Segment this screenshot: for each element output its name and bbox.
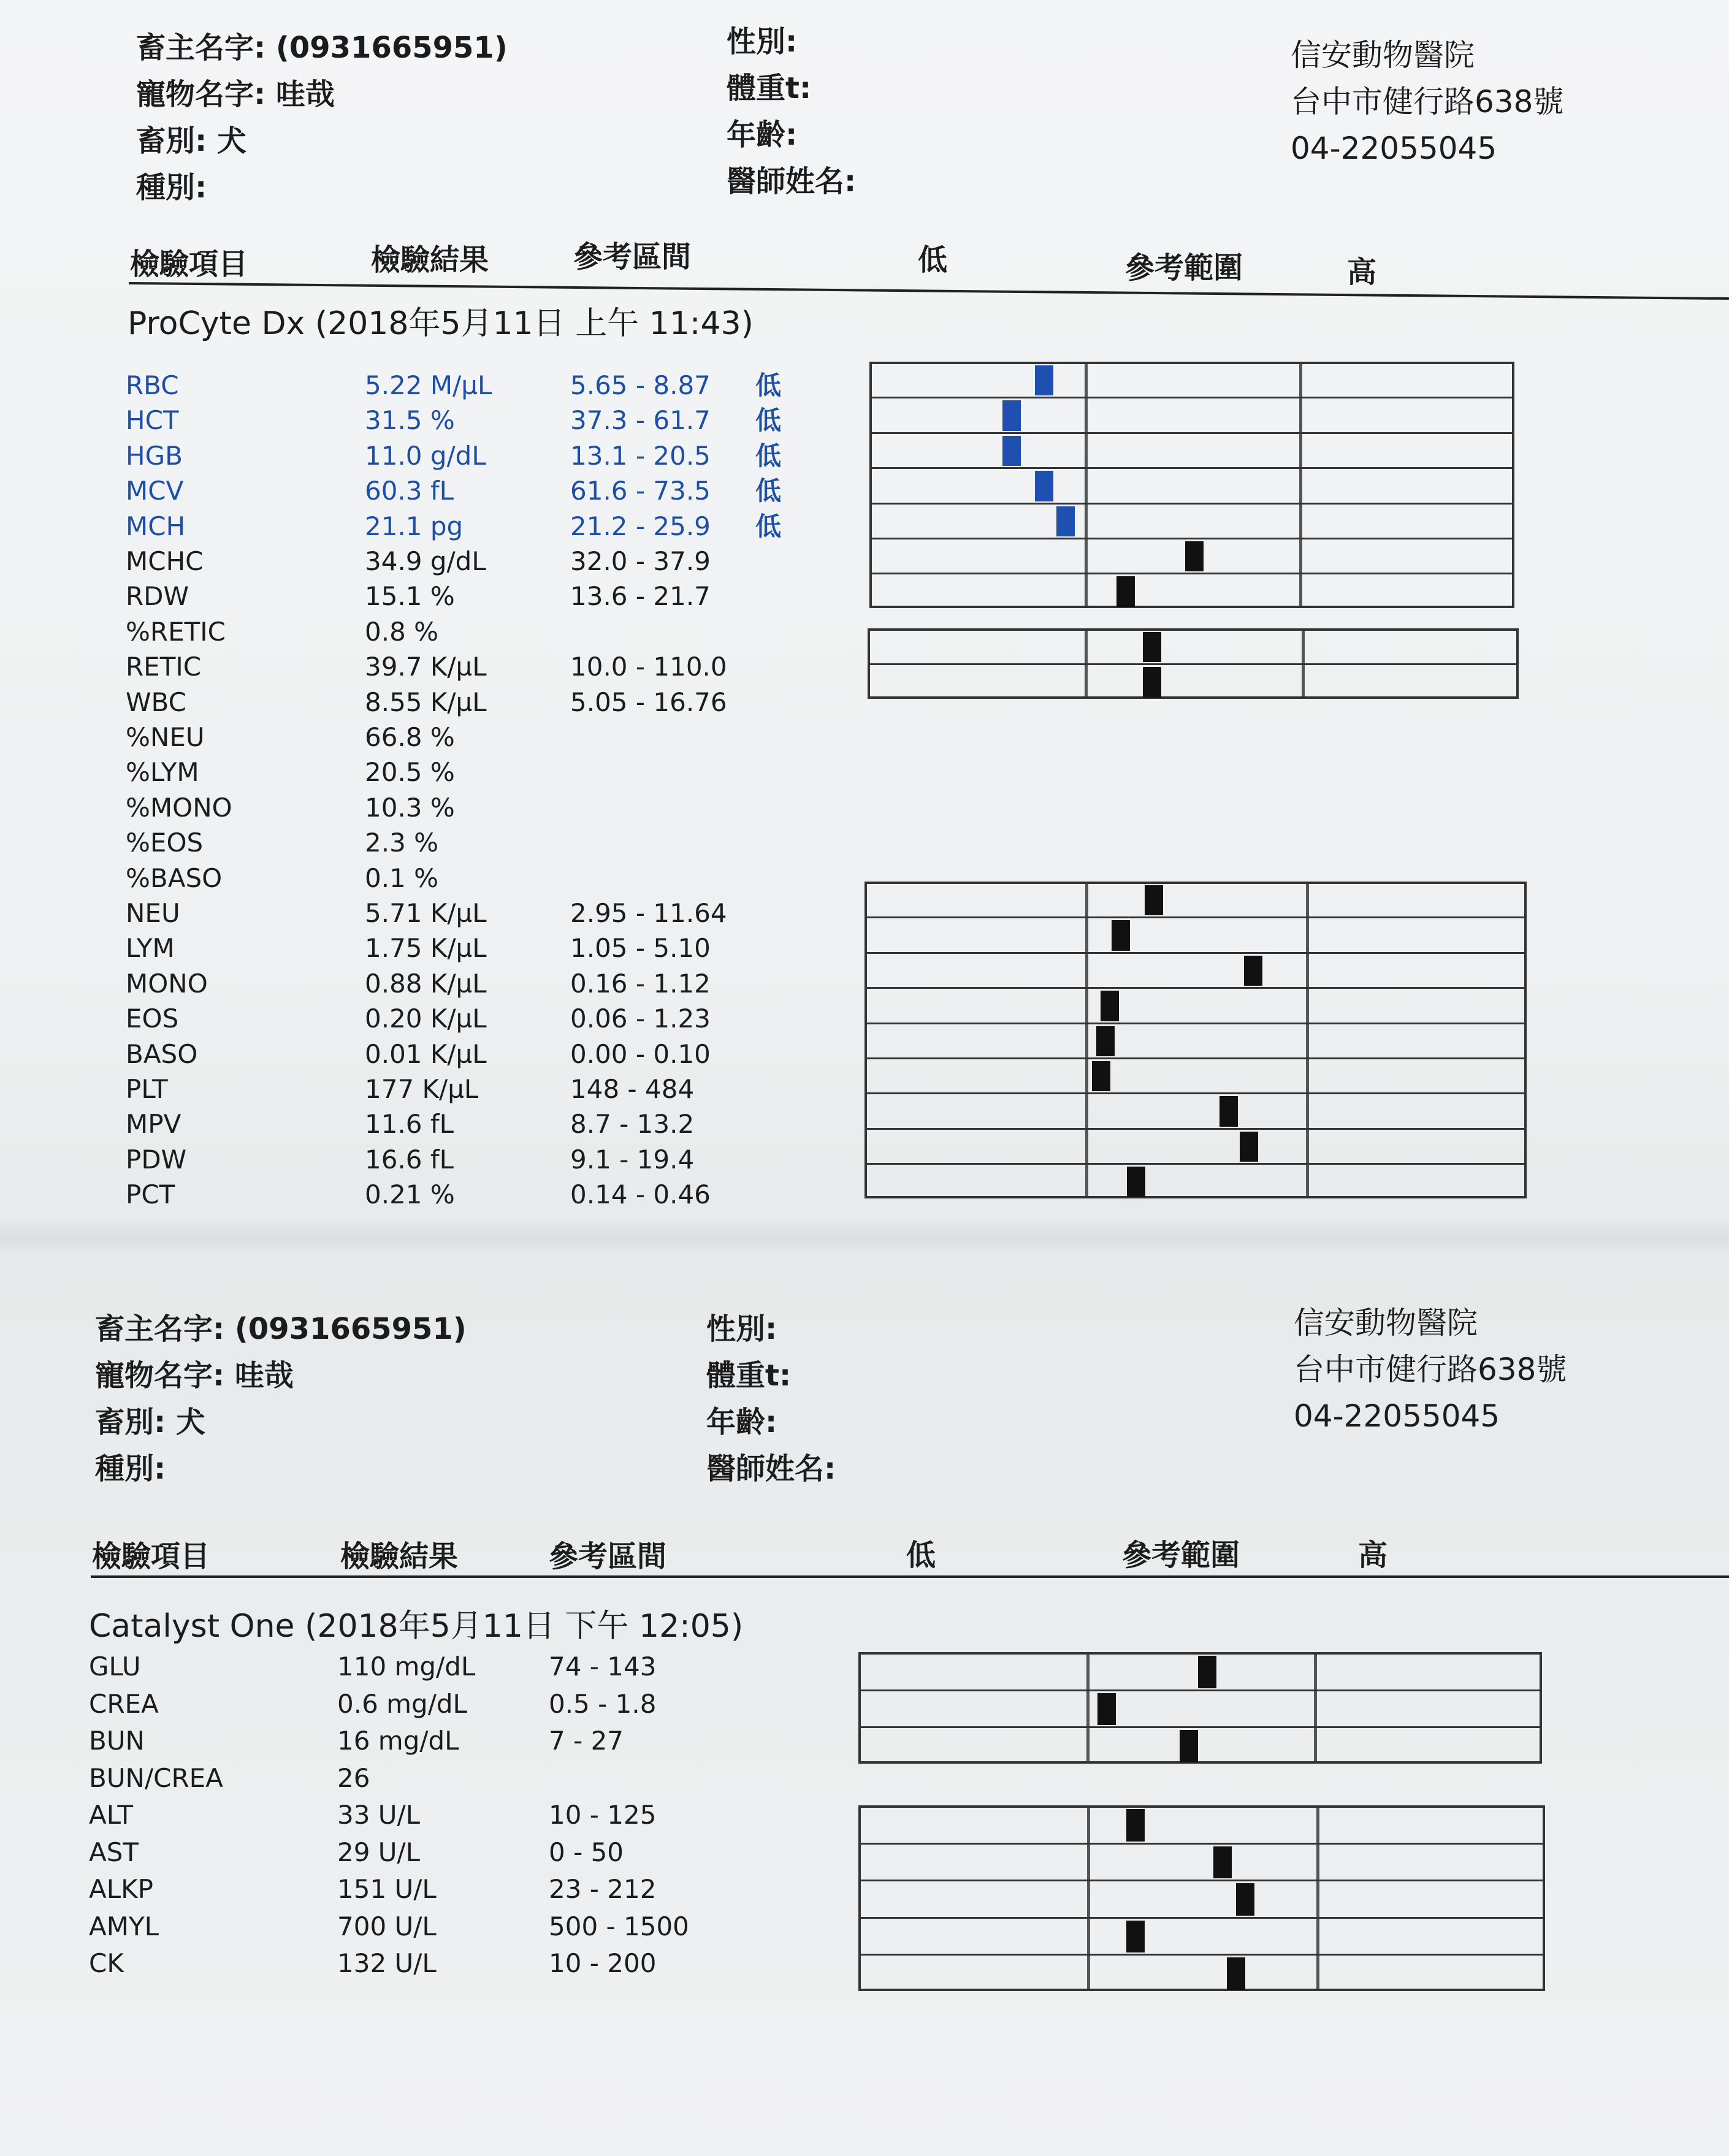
table-row — [0, 1649, 858, 1685]
breed-line: 種別: — [95, 1452, 166, 1486]
test-range: 0.06 - 1.23 — [570, 1004, 711, 1034]
test-flag: 低 — [755, 370, 782, 400]
test-result: 16 mg/dL — [337, 1726, 459, 1756]
test-result: 10.3 % — [365, 792, 455, 823]
gauge-row-line — [867, 1163, 1524, 1165]
test-name: CK — [89, 1948, 124, 1978]
test-name: %LYM — [126, 757, 199, 788]
clinic-address: 台中市健行路638號 — [1291, 84, 1564, 120]
test-result: 39.7 K/µL — [365, 652, 487, 682]
gauge-row-line — [872, 397, 1512, 398]
patient-details — [706, 1306, 836, 1492]
col-result-header: 檢驗結果 — [340, 1539, 459, 1574]
test-range: 7 - 27 — [549, 1726, 624, 1756]
test-name: PLT — [126, 1074, 168, 1104]
test-flag: 低 — [755, 511, 782, 541]
test-name: CREA — [89, 1688, 159, 1719]
test-result: 2.3 % — [365, 828, 439, 858]
test-result: 8.55 K/µL — [365, 687, 487, 717]
result-marker-retic — [1143, 632, 1161, 662]
test-result: 177 K/µL — [365, 1074, 479, 1104]
result-marker-alt — [1126, 1809, 1145, 1842]
table-row — [0, 825, 858, 861]
result-marker-mpv — [1219, 1096, 1238, 1126]
result-marker-amyl — [1126, 1921, 1145, 1953]
clinic-info — [1294, 1300, 1567, 1439]
test-name: PCT — [126, 1179, 175, 1210]
reference-limit-line — [1306, 884, 1309, 1196]
test-name: GLU — [89, 1651, 141, 1682]
result-marker-wbc — [1143, 667, 1161, 697]
test-result: 26 — [337, 1762, 370, 1793]
result-marker-mono — [1244, 956, 1262, 986]
table-row — [0, 1835, 858, 1870]
test-name: LYM — [126, 933, 175, 964]
table-row — [0, 720, 858, 755]
test-result: 132 U/L — [337, 1948, 437, 1978]
test-range: 21.2 - 25.9 — [570, 511, 711, 541]
result-marker-baso — [1096, 1026, 1115, 1056]
test-name: RBC — [126, 370, 179, 400]
test-range: 8.7 - 13.2 — [570, 1109, 695, 1140]
table-row — [0, 790, 858, 826]
reference-gauge-box — [858, 1652, 1542, 1764]
test-name: EOS — [126, 1004, 179, 1034]
test-result: 0.6 mg/dL — [337, 1688, 467, 1719]
header-rule — [91, 1575, 1729, 1578]
test-result: 34.9 g/dL — [365, 546, 486, 576]
test-name: %MONO — [126, 792, 232, 823]
table-row — [0, 368, 858, 403]
table-row — [0, 544, 858, 579]
gauge-row-line — [872, 432, 1512, 434]
reference-limit-line — [1087, 1808, 1090, 1989]
table-row — [0, 931, 858, 966]
test-name: RDW — [126, 581, 189, 612]
result-marker-glu — [1198, 1656, 1216, 1688]
reference-gauge-box — [858, 1805, 1545, 1991]
age-label: 年齡: — [727, 118, 798, 152]
result-marker-hgb — [1002, 436, 1021, 466]
gauge-row-line — [861, 1726, 1540, 1728]
table-row — [0, 614, 858, 650]
test-range: 0.5 - 1.8 — [549, 1688, 657, 1719]
test-flag: 低 — [755, 476, 782, 506]
test-range: 0 - 50 — [549, 1837, 624, 1867]
clinic-name: 信安動物醫院 — [1291, 37, 1475, 73]
test-range: 1.05 - 5.10 — [570, 933, 711, 964]
result-marker-bun — [1180, 1730, 1198, 1762]
test-flag: 低 — [755, 405, 782, 436]
test-name: %RETIC — [126, 616, 226, 647]
table-row — [0, 473, 858, 509]
table-row — [0, 579, 858, 614]
test-range: 0.00 - 0.10 — [570, 1038, 711, 1069]
result-marker-ast — [1213, 1846, 1232, 1879]
clinic-name: 信安動物醫院 — [1294, 1305, 1478, 1341]
test-name: PDW — [126, 1144, 187, 1175]
clinic-phone: 04-22055045 — [1294, 1398, 1500, 1434]
test-result: 1.75 K/µL — [365, 933, 487, 964]
table-row — [0, 1761, 858, 1796]
test-result: 110 mg/dL — [337, 1651, 476, 1682]
table-row — [0, 509, 858, 544]
gauge-row-line — [867, 916, 1524, 918]
owner-line: 畜主名字: (0931665951) — [136, 31, 508, 65]
test-name: WBC — [126, 687, 186, 717]
result-marker-mcv — [1035, 471, 1053, 501]
table-row — [0, 896, 858, 931]
result-marker-lym — [1112, 920, 1130, 950]
table-row — [0, 755, 858, 790]
instrument-title: ProCyte Dx (2018年5月11日 上午 11:43) — [128, 305, 754, 342]
result-marker-plt — [1092, 1061, 1110, 1091]
clinic-address: 台中市健行路638號 — [1294, 1352, 1567, 1387]
result-marker-mch — [1056, 506, 1075, 536]
test-result: 16.6 fL — [365, 1144, 454, 1175]
gauge-row-line — [867, 987, 1524, 989]
col-refchart-header: 參考範圍 — [1125, 251, 1243, 285]
test-result: 66.8 % — [365, 722, 455, 752]
test-name: AMYL — [89, 1911, 159, 1941]
patient-info — [95, 1306, 467, 1492]
test-range: 500 - 1500 — [549, 1911, 689, 1941]
gauge-row-line — [867, 1128, 1524, 1130]
result-marker-alkp — [1236, 1883, 1254, 1916]
pet-line: 寵物名字: 哇哉 — [95, 1358, 294, 1393]
weight-label: 體重t: — [706, 1358, 792, 1393]
test-result: 29 U/L — [337, 1837, 421, 1867]
test-name: %NEU — [126, 722, 205, 752]
test-range: 148 - 484 — [570, 1074, 695, 1104]
test-result: 15.1 % — [365, 581, 455, 612]
test-range: 5.05 - 16.76 — [570, 687, 727, 717]
test-name: MCHC — [126, 546, 204, 576]
reference-limit-line — [1299, 364, 1302, 606]
pet-line: 寵物名字: 哇哉 — [136, 77, 335, 112]
test-result: 31.5 % — [365, 405, 455, 436]
gauge-row-line — [867, 1057, 1524, 1059]
col-range-header: 參考區間 — [549, 1539, 667, 1574]
col-low-header: 低 — [918, 243, 948, 277]
test-range: 37.3 - 61.7 — [570, 405, 711, 436]
table-row — [0, 403, 858, 438]
result-marker-crea — [1097, 1693, 1116, 1726]
col-item-header: 檢驗項目 — [130, 247, 248, 281]
reference-limit-line — [1316, 1808, 1319, 1989]
result-marker-pct — [1127, 1167, 1145, 1197]
gauge-row-line — [867, 1023, 1524, 1024]
doctor-label: 醫師姓名: — [706, 1452, 836, 1486]
test-range: 10 - 200 — [549, 1948, 657, 1978]
gauge-row-line — [861, 1843, 1543, 1845]
test-range: 13.6 - 21.7 — [570, 581, 711, 612]
test-name: RETIC — [126, 652, 202, 682]
sex-label: 性別: — [727, 25, 798, 59]
species-line: 畜別: 犬 — [136, 124, 246, 158]
col-high-header: 高 — [1358, 1538, 1388, 1572]
col-low-header: 低 — [906, 1538, 936, 1572]
reference-limit-line — [1086, 1655, 1090, 1761]
result-marker-pdw — [1240, 1132, 1258, 1162]
species-line: 畜別: 犬 — [95, 1405, 205, 1439]
test-range: 0.16 - 1.12 — [570, 968, 711, 999]
result-marker-rbc — [1035, 365, 1053, 395]
col-item-header: 檢驗項目 — [92, 1539, 210, 1574]
table-row — [0, 1946, 858, 1981]
table-row — [0, 685, 858, 720]
col-refchart-header: 參考範圍 — [1122, 1538, 1240, 1572]
paper-fold — [0, 1220, 1729, 1257]
test-range: 10.0 - 110.0 — [570, 652, 727, 682]
result-marker-mchc — [1185, 541, 1204, 571]
table-row — [0, 1072, 858, 1107]
result-marker-neu — [1145, 885, 1163, 915]
test-result: 0.21 % — [365, 1179, 455, 1210]
test-name: HCT — [126, 405, 179, 436]
reference-limit-line — [1314, 1655, 1317, 1761]
test-result: 0.20 K/µL — [365, 1004, 487, 1034]
table-row — [0, 649, 858, 685]
reference-gauge-box — [869, 362, 1514, 608]
result-marker-rdw — [1116, 576, 1135, 606]
table-row — [0, 1686, 858, 1722]
test-result: 700 U/L — [337, 1911, 437, 1941]
test-result: 20.5 % — [365, 757, 455, 788]
test-range: 13.1 - 20.5 — [570, 440, 711, 471]
test-range: 61.6 - 73.5 — [570, 476, 711, 506]
reference-limit-line — [1085, 884, 1088, 1196]
test-name: ALKP — [89, 1874, 153, 1904]
test-result: 151 U/L — [337, 1874, 437, 1904]
test-result: 5.22 M/µL — [365, 370, 492, 400]
test-range: 5.65 - 8.87 — [570, 370, 711, 400]
test-result: 11.0 g/dL — [365, 440, 486, 471]
gauge-row-line — [872, 503, 1512, 505]
doctor-label: 醫師姓名: — [727, 164, 857, 199]
test-range: 23 - 212 — [549, 1874, 657, 1904]
test-name: MCV — [126, 476, 184, 506]
table-row — [0, 1797, 858, 1833]
table-row — [0, 1142, 858, 1178]
result-marker-hct — [1002, 400, 1021, 430]
table-row — [0, 1723, 858, 1759]
gauge-row-line — [861, 1954, 1543, 1956]
test-range: 9.1 - 19.4 — [570, 1144, 695, 1175]
gauge-row-line — [870, 663, 1516, 665]
gauge-row-line — [872, 467, 1512, 469]
table-row — [0, 1107, 858, 1142]
test-name: ALT — [89, 1800, 134, 1830]
result-marker-eos — [1101, 991, 1119, 1021]
test-range: 74 - 143 — [549, 1651, 657, 1682]
test-name: NEU — [126, 898, 180, 928]
test-name: HGB — [126, 440, 183, 471]
test-result: 0.01 K/µL — [365, 1038, 487, 1069]
test-name: MPV — [126, 1109, 181, 1140]
test-name: BUN — [89, 1726, 145, 1756]
gauge-row-line — [867, 1092, 1524, 1094]
test-result: 21.1 pg — [365, 511, 464, 541]
col-range-header: 參考區間 — [573, 240, 692, 274]
col-result-header: 檢驗結果 — [371, 243, 489, 277]
test-range: 32.0 - 37.9 — [570, 546, 711, 576]
clinic-info — [1291, 32, 1563, 172]
table-row — [0, 1909, 858, 1945]
test-name: %EOS — [126, 828, 204, 858]
result-marker-ck — [1227, 1957, 1245, 1990]
gauge-row-line — [872, 538, 1512, 539]
test-range: 2.95 - 11.64 — [570, 898, 727, 928]
test-result: 0.1 % — [365, 863, 439, 893]
test-name: MCH — [126, 511, 186, 541]
test-result: 0.88 K/µL — [365, 968, 487, 999]
weight-label: 體重t: — [727, 71, 812, 105]
table-row — [0, 438, 858, 474]
clinic-phone: 04-22055045 — [1291, 131, 1497, 166]
table-row — [0, 1177, 858, 1213]
test-name: BUN/CREA — [89, 1762, 223, 1793]
gauge-row-line — [861, 1880, 1543, 1881]
test-name: BASO — [126, 1038, 198, 1069]
owner-line: 畜主名字: (0931665951) — [95, 1312, 467, 1346]
patient-details — [727, 18, 856, 205]
table-row — [0, 861, 858, 896]
test-result: 33 U/L — [337, 1800, 421, 1830]
sex-label: 性別: — [706, 1312, 777, 1346]
test-result: 5.71 K/µL — [365, 898, 487, 928]
test-name: %BASO — [126, 863, 223, 893]
patient-info — [136, 25, 508, 211]
table-row — [0, 1001, 858, 1037]
test-flag: 低 — [755, 440, 782, 471]
reference-gauge-box — [864, 882, 1527, 1198]
instrument-title: Catalyst One (2018年5月11日 下午 12:05) — [89, 1608, 744, 1645]
age-label: 年齡: — [706, 1405, 777, 1439]
test-name: AST — [89, 1837, 139, 1867]
test-range: 10 - 125 — [549, 1800, 657, 1830]
col-high-header: 高 — [1347, 255, 1377, 289]
test-range: 0.14 - 0.46 — [570, 1179, 711, 1210]
gauge-row-line — [861, 1917, 1543, 1919]
test-name: MONO — [126, 968, 208, 999]
reference-gauge-box — [868, 628, 1519, 699]
table-row — [0, 1872, 858, 1907]
table-row — [0, 966, 858, 1002]
gauge-row-line — [872, 573, 1512, 574]
gauge-row-line — [861, 1689, 1540, 1691]
breed-line: 種別: — [136, 170, 207, 205]
test-result: 11.6 fL — [365, 1109, 454, 1140]
test-result: 0.8 % — [365, 616, 439, 647]
reference-limit-line — [1085, 364, 1088, 606]
gauge-row-line — [867, 952, 1524, 954]
test-result: 60.3 fL — [365, 476, 454, 506]
table-row — [0, 1037, 858, 1072]
